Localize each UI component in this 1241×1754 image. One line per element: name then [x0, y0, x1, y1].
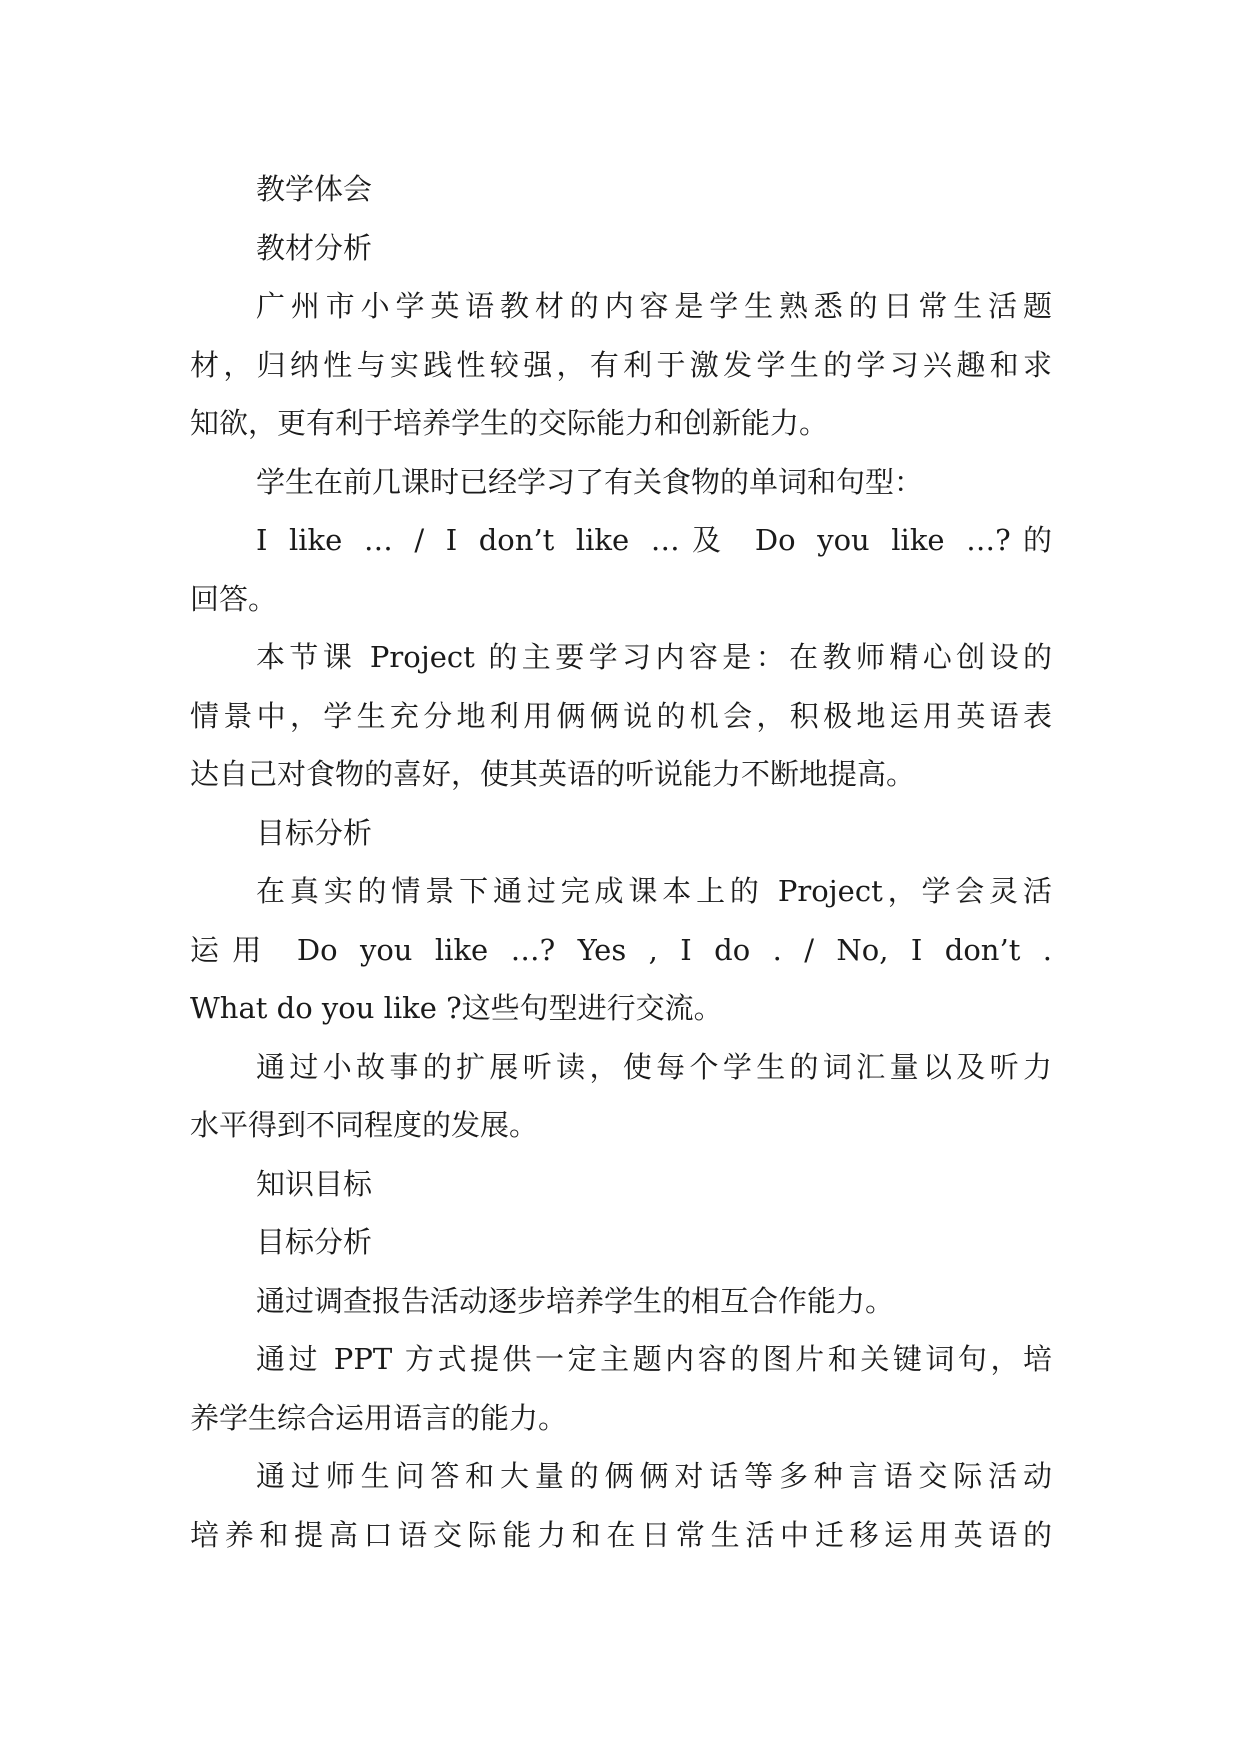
heading-knowledge-goals: 知识目标: [256, 1166, 373, 1201]
paragraph-line: What do you like ?这些句型进行交流。: [190, 991, 723, 1025]
paragraph-line: 广州市小学英语教材的内容是学生熟悉的日常生活题: [256, 289, 1052, 323]
paragraph-line: 运用 Do you like …? Yes , I do . / No, I don’t .: [190, 932, 1052, 967]
paragraph-line: 通过小故事的扩展听读，使每个学生的词汇量以及听力: [256, 1049, 1052, 1084]
paragraph-line: 通过 PPT 方式提供一定主题内容的图片和关键词句，培: [256, 1342, 1052, 1376]
paragraph-line: 知欲，更有利于培养学生的交际能力和创新能力。: [190, 406, 829, 440]
paragraph-line: 养学生综合运用语言的能力。: [190, 1400, 568, 1435]
heading-goal-analysis: 目标分析: [256, 815, 373, 850]
heading-goal-analysis: 目标分析: [256, 1225, 373, 1259]
paragraph-line: 学生在前几课时已经学习了有关食物的单词和句型：: [256, 464, 924, 499]
paragraph-line: 通过调查报告活动逐步培养学生的相互合作能力。: [256, 1283, 895, 1318]
paragraph-line: I like … / I don’t like …及 Do you like …?的: [256, 523, 1052, 557]
paragraph-line: 水平得到不同程度的发展。: [190, 1108, 539, 1142]
paragraph-line: 达自己对食物的喜好，使其英语的听说能力不断地提高。: [190, 757, 916, 791]
document-body: [190, 160, 1052, 1564]
heading-teaching-reflection: 教学体会: [256, 172, 373, 206]
paragraph-line: 情景中，学生充分地利用俩俩说的机会，积极地运用英语表: [190, 698, 1052, 733]
paragraph-line: 回答。: [190, 581, 278, 616]
paragraph-line: 通过师生问答和大量的俩俩对话等多种言语交际活动: [256, 1459, 1052, 1493]
paragraph-line: 本节课 Project 的主要学习内容是：在教师精心创设的: [256, 640, 1052, 674]
paragraph-line: 培养和提高口语交际能力和在日常生活中迁移运用英语的: [190, 1517, 1052, 1552]
paragraph-line: 在真实的情景下通过完成课本上的 Project，学会灵活: [256, 874, 1052, 908]
paragraph-line: 材，归纳性与实践性较强，有利于激发学生的学习兴趣和求: [190, 347, 1052, 382]
heading-textbook-analysis: 教材分析: [256, 230, 373, 265]
